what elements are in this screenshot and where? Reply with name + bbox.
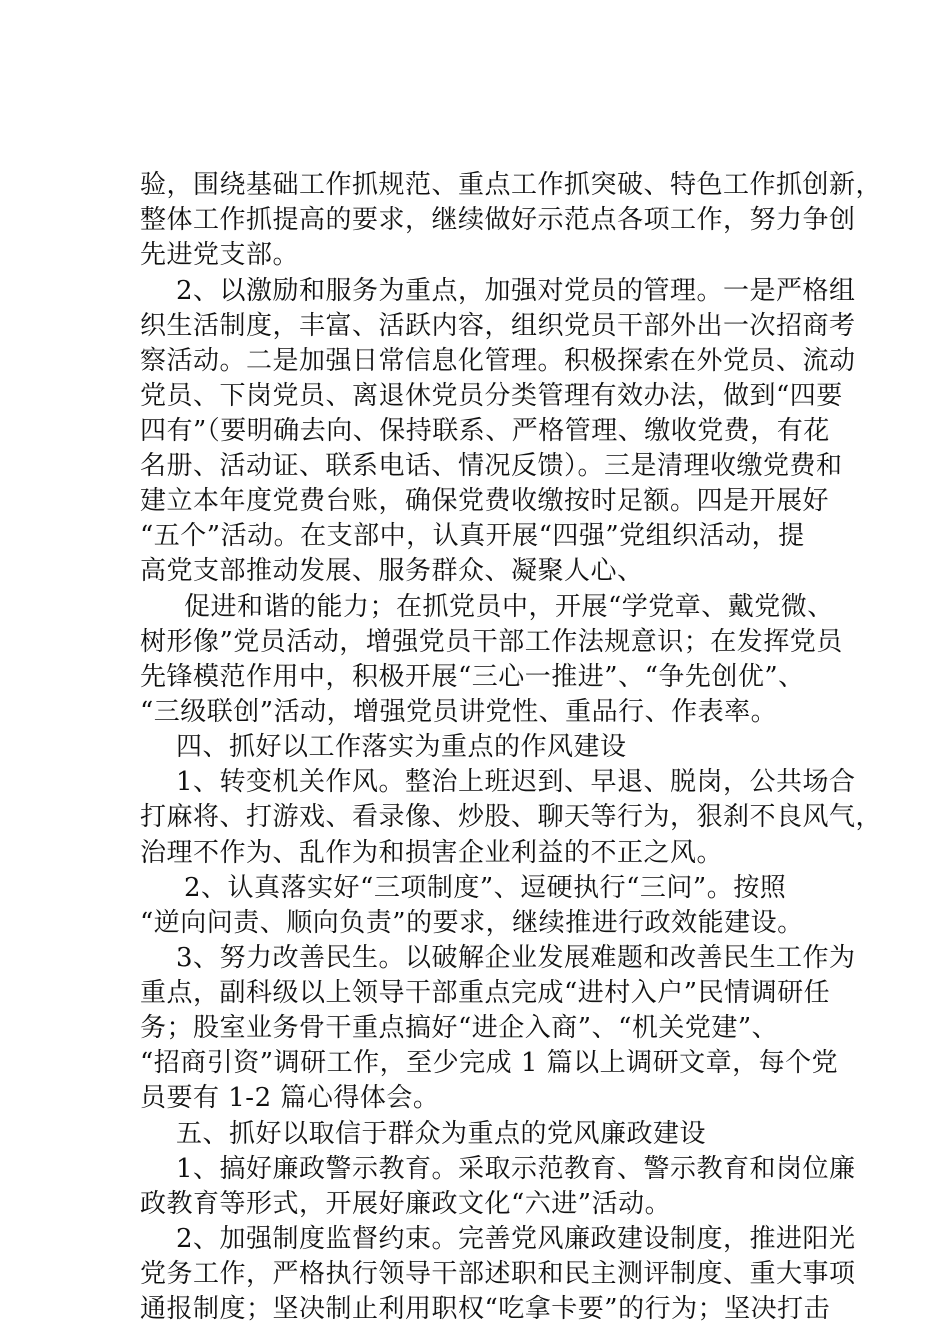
text-line: 打麻将、打游戏、看录像、炒股、聊天等行为，狠刹不良风气， xyxy=(140,802,883,832)
text-line: 验，围绕基础工作抓规范、重点工作抓突破、特色工作抓创新， xyxy=(140,170,883,200)
text-line: 先进党支部。 xyxy=(140,240,300,270)
text-line: 务；股室业务骨干重点搞好“进企入商”、“机关党建”、 xyxy=(140,1013,779,1043)
text-line: 察活动。二是加强日常信息化管理。积极探索在外党员、流动 xyxy=(140,346,856,376)
text-line: 治理不作为、乱作为和损害企业利益的不正之风。 xyxy=(140,838,724,868)
text-line: 3、努力改善民生。以破解企业发展难题和改善民生工作为 xyxy=(176,943,856,973)
text-line: “招商引资”调研工作，至少完成 1 篇以上调研文章，每个党 xyxy=(140,1048,839,1078)
text-line: 整体工作抓提高的要求，继续做好示范点各项工作，努力争创 xyxy=(140,205,856,235)
text-line: 高党支部推动发展、服务群众、凝聚人心、 xyxy=(140,556,644,586)
text-line: 织生活制度，丰富、活跃内容，组织党员干部外出一次招商考 xyxy=(140,311,856,341)
text-line: 党务工作，严格执行领导干部述职和民主测评制度、重大事项 xyxy=(140,1259,856,1289)
text-line: 名册、活动证、联系电话、情况反馈）。三是清理收缴党费和 xyxy=(140,451,843,481)
text-line: 通报制度；坚决制止利用职权“吃拿卡要”的行为；坚决打击 xyxy=(140,1294,831,1324)
text-line: 2、认真落实好“三项制度”、逗硬执行“三问”。按照 xyxy=(184,873,787,903)
text-line: 先锋模范作用中，积极开展“三心一推进”、“争先创优”、 xyxy=(140,662,805,692)
section-heading: 四、抓好以工作落实为重点的作风建设 xyxy=(176,732,627,762)
text-line: “三级联创”活动，增强党员讲党性、重品行、作表率。 xyxy=(140,697,778,727)
text-line: 树形像”党员活动，增强党员干部工作法规意识；在发挥党员 xyxy=(140,627,843,657)
text-line: 1、转变机关作风。整治上班迟到、早退、脱岗，公共场合 xyxy=(176,767,856,797)
text-line: 四有”（要明确去向、保持联系、严格管理、缴收党费，有花 xyxy=(140,416,830,446)
text-line: 政教育等形式，开展好廉政文化“六进”活动。 xyxy=(140,1189,672,1219)
text-line: “五个”活动。在支部中，认真开展“四强”党组织活动，提 xyxy=(140,521,805,551)
text-line: 2、以激励和服务为重点，加强对党员的管理。一是严格组 xyxy=(176,276,856,306)
text-line: 党员、下岗党员、离退休党员分类管理有效办法，做到“四要 xyxy=(140,381,843,411)
section-heading: 五、抓好以取信于群众为重点的党风廉政建设 xyxy=(176,1119,707,1149)
text-line: 重点，副科级以上领导干部重点完成“进村入户”民情调研任 xyxy=(140,978,831,1008)
text-line: 2、加强制度监督约束。完善党风廉政建设制度，推进阳光 xyxy=(176,1224,856,1254)
text-line: 员要有 1-2 篇心得体会。 xyxy=(140,1083,440,1113)
text-line: 1、搞好廉政警示教育。采取示范教育、警示教育和岗位廉 xyxy=(176,1154,856,1184)
text-line: 建立本年度党费台账，确保党费收缴按时足额。四是开展好 xyxy=(140,486,830,516)
text-line: 促进和谐的能力；在抓党员中，开展“学党章、戴党微、 xyxy=(184,592,834,622)
text-line: “逆向问责、顺向负责”的要求，继续推进行政效能建设。 xyxy=(140,908,804,938)
